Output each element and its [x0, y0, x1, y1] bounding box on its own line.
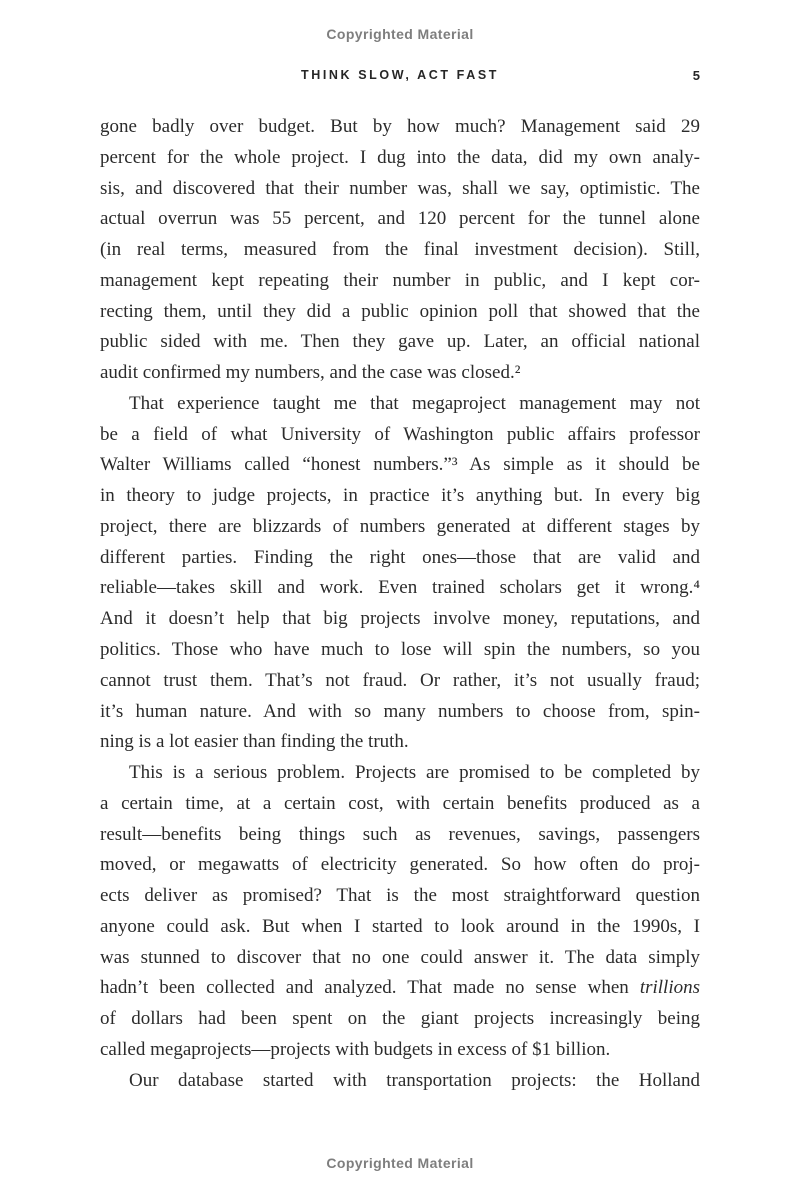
page-number: 5: [692, 68, 700, 83]
text-line: of dollars had been spent on the giant projects increasingly being: [100, 1008, 700, 1030]
text-line: a certain time, at a certain cost, with certain benefits produced as a: [100, 792, 700, 814]
running-title: THINK SLOW, ACT FAST: [300, 68, 500, 82]
text-line: ning is a lot easier than finding the truth.: [100, 731, 409, 753]
text-line: it’s human nature. And with so many numbers to choose from, spin-: [100, 700, 700, 722]
text-line: politics. Those who have much to lose will spin the numbers, so you: [100, 639, 700, 661]
text-line: hadn’t been collected and analyzed. That made no sense when trillions: [100, 977, 700, 999]
text-line: Our database started with transportation projects: the Holland: [129, 1069, 700, 1091]
text-line: gone badly over budget. But by how much? Management said 29: [100, 116, 700, 137]
running-header: [100, 68, 700, 86]
text-line: Walter Williams called “honest numbers.”³ As simple as it should be: [100, 454, 700, 476]
text-line: audit confirmed my numbers, and the case was closed.²: [100, 362, 521, 384]
text-line: be a field of what University of Washington public affairs professor: [100, 423, 700, 445]
text-line: That experience taught me that megaproject management may not: [129, 392, 700, 414]
text-line: This is a serious problem. Projects are promised to be completed by: [129, 762, 700, 784]
text-line: moved, or megawatts of electricity generated. So how often do proj-: [100, 854, 700, 876]
text-line: And it doesn’t help that big projects involve money, reputations, and: [100, 608, 700, 630]
text-line: percent for the whole project. I dug into the data, did my own analy-: [100, 146, 700, 168]
body-text: [100, 112, 700, 1097]
text-line: was stunned to discover that no one could answer it. The data simply: [100, 946, 700, 968]
text-line: actual overrun was 55 percent, and 120 percent for the tunnel alone: [100, 208, 700, 230]
text-line: sis, and discovered that their number was, shall we say, optimistic. The: [100, 177, 700, 199]
text-line: called megaprojects—projects with budgets in excess of $1 billion.: [100, 1038, 611, 1060]
text-line: anyone could ask. But when I started to look around in the 1990s, I: [100, 915, 700, 937]
text-line: management kept repeating their number in public, and I kept cor-: [100, 269, 700, 291]
text-line: result—benefits being things such as revenues, savings, passengers: [100, 823, 700, 845]
copyright-notice-bottom: Copyrighted Material: [326, 1155, 474, 1171]
text-line: (in real terms, measured from the final investment decision). Still,: [100, 239, 700, 261]
text-line: ects deliver as promised? That is the most straightforward question: [100, 885, 700, 907]
text-line: reliable—takes skill and work. Even trained scholars get it wrong.⁴: [100, 577, 700, 599]
text-line: cannot trust them. That’s not fraud. Or rather, it’s not usually fraud;: [100, 669, 700, 691]
text-line: recting them, until they did a public opinion poll that showed that the: [100, 300, 700, 322]
text-line: in theory to judge projects, in practice it’s anything but. In every big: [100, 485, 700, 507]
text-line: different parties. Finding the right ones—those that are valid and: [100, 546, 700, 568]
text-line: project, there are blizzards of numbers generated at different stages by: [100, 515, 700, 537]
text-line: public sided with me. Then they gave up. Later, an official national: [100, 331, 700, 353]
copyright-notice-top: Copyrighted Material: [326, 26, 474, 42]
